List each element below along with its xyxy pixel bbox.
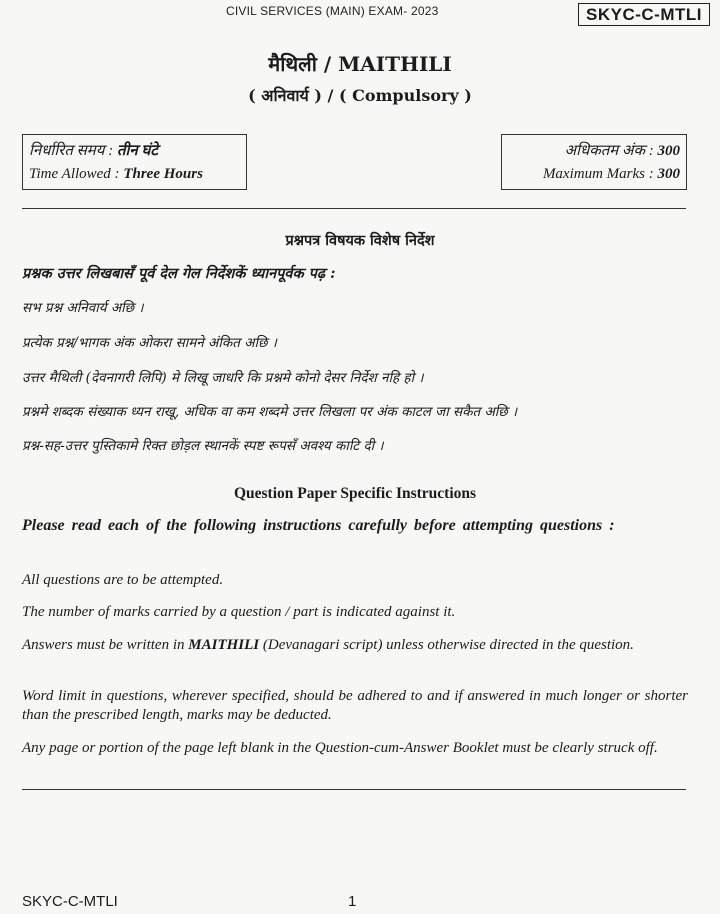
hindi-instruction-item: उत्तर मैथिली (देवनागरी लिपि) मे लिखू जाधरि कि प्रश्नमे कोनो देसर निर्देश नहि हो । xyxy=(22,370,424,386)
marks-hindi-value: 300 xyxy=(657,143,680,159)
bottom-divider xyxy=(22,789,686,790)
marks-english-value: 300 xyxy=(657,166,680,182)
hindi-instruction-item: प्रश्न-सह-उत्तर पुस्तिकामे रिक्त छोड़ल स्थानकें स्पष्ट रूपसँ अवश्य काटि दी । xyxy=(22,438,384,454)
item3-text-start: Answers must be written in xyxy=(22,637,189,653)
time-english-line xyxy=(29,163,240,186)
marks-hindi-line xyxy=(508,140,680,163)
english-instruction-item: All questions are to be attempted. xyxy=(22,572,224,588)
marks-english-label: Maximum Marks : xyxy=(542,166,654,182)
hindi-instruction-item: प्रत्येक प्रश्न/भागक अंक ओकरा सामने अंकित अछि । xyxy=(22,335,277,351)
time-hindi-label: निर्धारित समय : xyxy=(29,143,114,159)
time-allowed-box xyxy=(22,134,247,190)
page-number: 1 xyxy=(348,893,357,910)
english-instructions-lead: Please read each of the following instructions carefully before attempting questions : xyxy=(22,517,615,534)
time-hindi-line xyxy=(29,140,240,163)
exam-header xyxy=(0,3,720,27)
hindi-instruction-item: सभ प्रश्न अनिवार्य अछि । xyxy=(22,300,144,316)
compulsory-subtitle: ( अनिवार्य ) / ( Compulsory ) xyxy=(248,86,472,105)
english-instruction-item xyxy=(22,636,688,655)
english-instruction-item: The number of marks carried by a question / part is indicated against it. xyxy=(22,604,456,620)
english-instructions-heading: Question Paper Specific Instructions xyxy=(233,485,477,502)
top-divider xyxy=(22,208,686,209)
marks-english-line xyxy=(508,163,680,186)
footer-paper-code: SKYC-C-MTLI xyxy=(22,893,118,910)
exam-name: CIVIL SERVICES (MAIN) EXAM- 2023 xyxy=(226,4,439,18)
language-name: MAITHILI xyxy=(188,637,260,653)
paper-code-badge: SKYC-C-MTLI xyxy=(578,3,710,26)
hindi-instructions-lead: प्रश्नक उत्तर लिखबासँ पूर्व देल गेल निर्देशकें ध्यानपूर्वक पढ़ : xyxy=(22,265,336,282)
time-hindi-value: तीन घंटे xyxy=(116,143,158,159)
english-instruction-item: Word limit in questions, wherever specified, should be adhered to and if answered in much longer or shorter than the prescribed length, marks may be deducted. xyxy=(22,688,688,723)
time-english-label: Time Allowed : xyxy=(29,166,120,182)
marks-hindi-label: अधिकतम अंक : xyxy=(564,143,654,159)
time-english-value: Three Hours xyxy=(123,166,203,182)
hindi-instructions-heading: प्रश्नपत्र विषयक विशेष निर्देश xyxy=(285,232,435,249)
hindi-instruction-item: प्रश्नमे शब्दक संख्याक ध्यन राखू, अधिक वा कम शब्दमे उत्तर लिखला पर अंक काटल जा सकैत अछि । xyxy=(22,404,518,420)
english-instruction-item: Any page or portion of the page left blank in the Question-cum-Answer Booklet must be clearly struck off. xyxy=(22,740,658,756)
item3-text-end: (Devanagari script) unless otherwise directed in the question. xyxy=(259,637,634,653)
subject-title: मैथिली / MAITHILI xyxy=(268,52,452,76)
maximum-marks-box xyxy=(501,134,687,190)
